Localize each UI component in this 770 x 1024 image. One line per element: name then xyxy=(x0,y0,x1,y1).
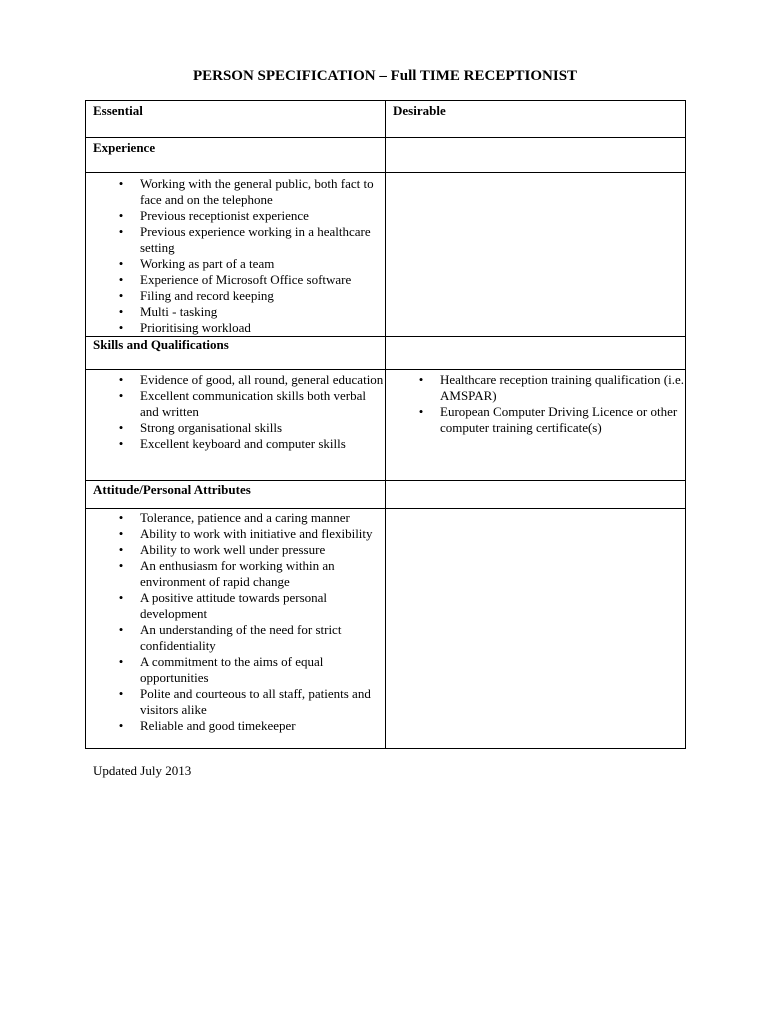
list-item xyxy=(86,526,385,542)
list-item-text: Previous experience working in a healthcare setting xyxy=(140,224,371,255)
bullet-icon: • xyxy=(118,686,124,701)
list-item xyxy=(86,686,385,718)
list-item xyxy=(386,372,685,404)
desirable-header: Desirable xyxy=(386,101,686,138)
list-item xyxy=(86,542,385,558)
list-item-text: Healthcare reception training qualification (i.e. AMSPAR) xyxy=(440,372,684,403)
bullet-icon: • xyxy=(118,654,124,669)
bullet-icon: • xyxy=(118,510,124,525)
bullet-icon: • xyxy=(118,208,124,223)
list-item-text: Strong organisational skills xyxy=(140,420,283,435)
list-item-text: An enthusiasm for working within an environment of rapid change xyxy=(140,558,335,589)
bullet-icon: • xyxy=(118,320,124,335)
bullet-icon: • xyxy=(118,372,124,387)
list-item xyxy=(86,718,385,734)
list-item-text: Experience of Microsoft Office software xyxy=(140,272,352,287)
attitude-essential-list xyxy=(86,510,385,734)
list-item xyxy=(86,176,385,208)
list-item xyxy=(86,654,385,686)
list-item-text: Tolerance, patience and a caring manner xyxy=(140,510,350,525)
page-title: PERSON SPECIFICATION – Full TIME RECEPTIONIST xyxy=(192,68,578,84)
bullet-icon: • xyxy=(118,590,124,605)
header-row xyxy=(86,101,686,138)
experience-items-row xyxy=(86,173,686,337)
list-item-text: Ability to work well under pressure xyxy=(140,542,326,557)
list-item xyxy=(86,288,385,304)
skills-section-row xyxy=(86,337,686,370)
list-item-text: Multi - tasking xyxy=(140,304,218,319)
list-item xyxy=(86,388,385,420)
list-item xyxy=(86,208,385,224)
bullet-icon: • xyxy=(118,436,124,451)
list-item-text: Excellent keyboard and computer skills xyxy=(140,436,346,451)
list-item-text: Prioritising workload xyxy=(140,320,251,335)
skills-desirable-list xyxy=(386,372,685,436)
list-item xyxy=(86,436,385,452)
skills-section-title: Skills and Qualifications xyxy=(86,337,386,370)
list-item xyxy=(86,320,385,336)
bullet-icon: • xyxy=(118,718,124,733)
list-item xyxy=(86,272,385,288)
list-item-text: Filing and record keeping xyxy=(140,288,274,303)
list-item-text: Previous receptionist experience xyxy=(140,208,309,223)
bullet-icon: • xyxy=(418,404,424,419)
bullet-icon: • xyxy=(118,224,124,239)
bullet-icon: • xyxy=(118,542,124,557)
skills-essential-list xyxy=(86,372,385,452)
bullet-icon: • xyxy=(118,622,124,637)
list-item xyxy=(86,622,385,654)
bullet-icon: • xyxy=(118,558,124,573)
attitude-section-row xyxy=(86,481,686,509)
list-item xyxy=(86,224,385,256)
bullet-icon: • xyxy=(118,176,124,191)
bullet-icon: • xyxy=(118,388,124,403)
bullet-icon: • xyxy=(118,288,124,303)
list-item-text: Working as part of a team xyxy=(140,256,275,271)
list-item xyxy=(86,256,385,272)
list-item xyxy=(86,372,385,388)
list-item-text: Working with the general public, both fact to face and on the telephone xyxy=(140,176,374,207)
list-item-text: Excellent communication skills both verbal and written xyxy=(140,388,367,419)
list-item xyxy=(86,510,385,526)
bullet-icon: • xyxy=(118,256,124,271)
skills-section-desirable-empty xyxy=(386,337,686,370)
bullet-icon: • xyxy=(118,526,124,541)
list-item xyxy=(86,420,385,436)
bullet-icon: • xyxy=(118,272,124,287)
list-item-text: A positive attitude towards personal development xyxy=(140,590,328,621)
list-item-text: Polite and courteous to all staff, patients and visitors alike xyxy=(140,686,371,717)
list-item-text: European Computer Driving Licence or other computer training certificate(s) xyxy=(440,404,678,435)
list-item-text: A commitment to the aims of equal opportunities xyxy=(140,654,324,685)
list-item xyxy=(386,404,685,436)
bullet-icon: • xyxy=(418,372,424,387)
list-item-text: Reliable and good timekeeper xyxy=(140,718,296,733)
list-item-text: Ability to work with initiative and flexibility xyxy=(140,526,373,541)
essential-header: Essential xyxy=(86,101,386,138)
list-item-text: Evidence of good, all round, general education xyxy=(140,372,384,387)
list-item-text: An understanding of the need for strict confidentiality xyxy=(140,622,342,653)
bullet-icon: • xyxy=(118,420,124,435)
skills-items-row xyxy=(86,370,686,481)
updated-date: Updated July 2013 xyxy=(93,763,192,778)
experience-section-desirable-empty xyxy=(386,138,686,173)
list-item xyxy=(86,558,385,590)
list-item xyxy=(86,590,385,622)
list-item xyxy=(86,304,385,320)
experience-essential-list xyxy=(86,176,385,336)
experience-section-title: Experience xyxy=(86,138,386,173)
attitude-section-title: Attitude/Personal Attributes xyxy=(86,481,386,509)
person-spec-table xyxy=(85,100,686,749)
bullet-icon: • xyxy=(118,304,124,319)
attitude-items-row xyxy=(86,509,686,749)
experience-section-row xyxy=(86,138,686,173)
attitude-section-desirable-empty xyxy=(386,481,686,509)
